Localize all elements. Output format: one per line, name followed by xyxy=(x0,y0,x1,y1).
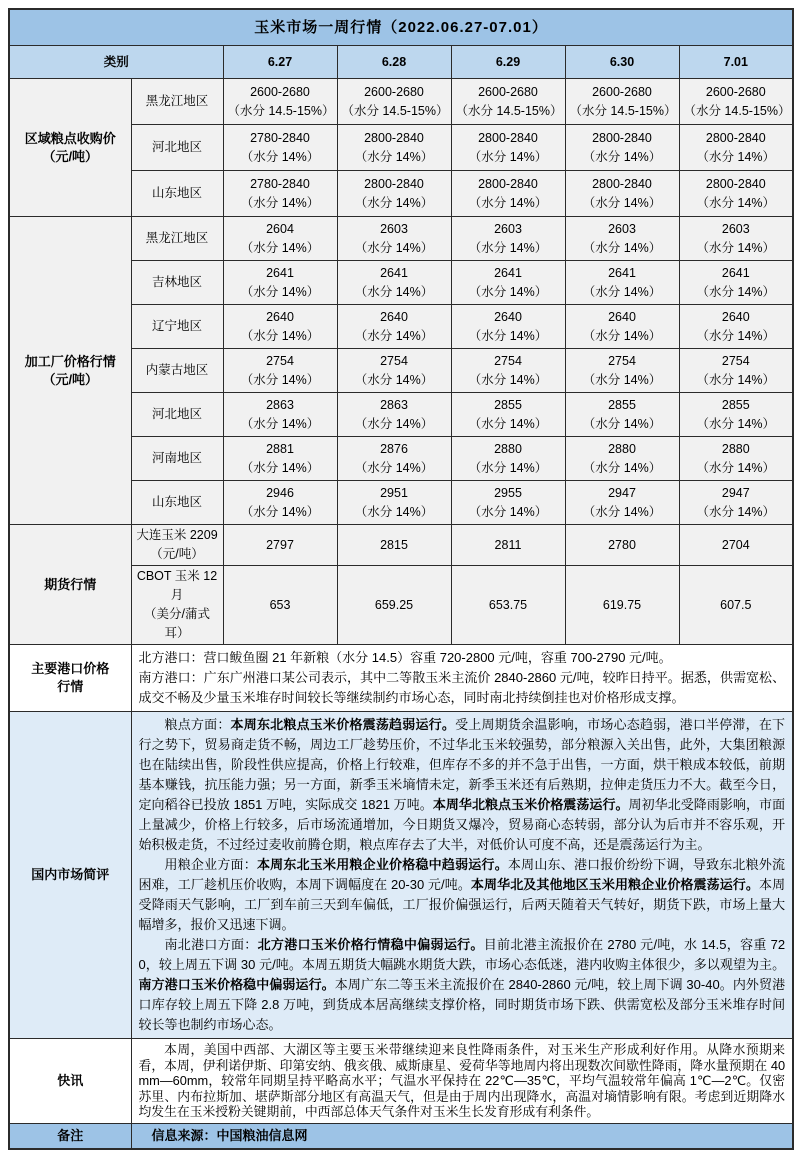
price-cell: 2800-2840 （水分 14%） xyxy=(337,171,451,217)
row-label: 黑龙江地区 xyxy=(131,79,223,125)
commentary-segment: 本周受降雨天气影响，工厂到车前三天到车偏低，工厂报价偏强运行，后两天随着天气转好，期货下跌，市场上量大幅增多，报价又迅速下调。 xyxy=(138,877,786,932)
price-cell: 2603 （水分 14%） xyxy=(565,217,679,261)
price-cell: 2946 （水分 14%） xyxy=(223,481,337,525)
price-cell: 2800-2840 （水分 14%） xyxy=(679,171,793,217)
column-header-category: 类别 xyxy=(9,46,223,79)
price-row xyxy=(9,217,793,261)
price-cell: 2800-2840 （水分 14%） xyxy=(679,125,793,171)
price-cell: 2754 （水分 14%） xyxy=(223,349,337,393)
price-cell: 2754 （水分 14%） xyxy=(451,349,565,393)
commentary-bold-segment: 北方港口玉米价格行情稳中偏弱运行。 xyxy=(257,937,484,952)
commentary-segment: 南北港口方面： xyxy=(164,937,258,952)
column-header-date: 6.28 xyxy=(337,46,451,79)
column-header-date: 7.01 xyxy=(679,46,793,79)
row-label: 内蒙古地区 xyxy=(131,349,223,393)
page-title: 玉米市场一周行情（2022.06.27-07.01） xyxy=(9,9,793,46)
price-cell: 2815 xyxy=(337,525,451,566)
commentary-segment: 受上周期货余温影响，市场心态趋弱，港口半停滞，在下行之势下，贸易商走货不畅，周边工厂趁势压价，不过华北玉米较强势，部分粮源入关出售，此外，大集团粮源也在陆续出售，阶段性供应提高，价格上行较难，但库存不多的并不急于出售，一方面，烘干粮成本较低，前期基本赚钱，抗压能力强；另一方面，新季玉米墒情未定，新季玉米还有后熟期，拉伸走货压力不大。截至今日，定向稻谷已投放 1851 万吨，实际成交 1821 万吨。 xyxy=(138,717,786,812)
news-text xyxy=(131,1039,793,1124)
section-label-remark: 备注 xyxy=(9,1123,131,1149)
price-cell: 2947 （水分 14%） xyxy=(679,481,793,525)
port-price-text xyxy=(131,645,793,712)
price-cell: 2754 （水分 14%） xyxy=(337,349,451,393)
price-cell: 2640 （水分 14%） xyxy=(451,305,565,349)
price-cell: 2754 （水分 14%） xyxy=(679,349,793,393)
price-cell: 2600-2680 （水分 14.5-15%） xyxy=(565,79,679,125)
commentary-segment: 目前北港主流报价在 2780 元/吨，水 14.5，容重 720，较上周五下调 30 元/吨。本周五期货大幅跳水期货大跌，市场心态低迷，港内收购主体很少，多以观望为主。 xyxy=(138,937,786,972)
port-paragraph-north: 北方港口：营口鲅鱼圈 21 年新粮（水分 14.5）容重 720-2800 元/吨，容重 700-2790 元/吨。 xyxy=(138,650,672,665)
price-cell: 653 xyxy=(223,566,337,645)
commentary-segment: 本周广东二等玉米主流报价在 2840-2860 元/吨，较上周下调 30-40。内外贸港口库存较上周五下降 2.8 万吨，到货成本居高继续支撑价格，同时期货市场下跌、供需宽松及部分玉米堆存时间较长等也制约市场心态。 xyxy=(138,977,786,1032)
price-cell: 2603 （水分 14%） xyxy=(451,217,565,261)
remark-source-text: 信息来源：中国粮油信息网 xyxy=(131,1123,793,1149)
commentary-bold-segment: 本周东北粮点玉米价格震荡趋弱运行。 xyxy=(230,717,456,732)
price-cell: 2641 （水分 14%） xyxy=(223,261,337,305)
corn-market-weekly-table xyxy=(8,8,794,1150)
price-cell: 2600-2680 （水分 14.5-15%） xyxy=(223,79,337,125)
commentary-paragraph xyxy=(139,855,786,935)
news-paragraph: 本周，美国中西部、大湖区等主要玉米带继续迎来良性降雨条件，对玉米生产形成利好作用。从降水预期来看，本周，伊利诺伊斯、印第安纳、俄亥俄、威斯康星、爱荷华等地周内将出现数次间歇性降雨，降水量预期在 40mm—60mm，较常年同期呈持平略高水平；气温水平保持在 22℃—35℃，平均气温较常年偏高 1℃—2℃。仅密苏里、内布拉斯加、堪萨斯部分地区有高温天气，但是由于周内出现降水，高温对墒情影响有限。考虑到近期降水均发生在玉米授粉关键期前，中西部总体天气条件对玉米生长发育形成有利条件。 xyxy=(138,1042,786,1119)
row-label: 山东地区 xyxy=(131,171,223,217)
port-paragraph-south: 南方港口：广东广州港口某公司表示，其中二等散玉米主流价 2840-2860 元/吨，较昨日持平。据悉，供需宽松、成交不畅及少量玉米堆存时间较长等继续制约市场心态，同时南北持续倒挂也对价格形成支撑。 xyxy=(138,670,786,705)
price-cell: 2603 （水分 14%） xyxy=(679,217,793,261)
price-cell: 2881 （水分 14%） xyxy=(223,437,337,481)
price-cell: 2880 （水分 14%） xyxy=(679,437,793,481)
remark-row xyxy=(9,1123,793,1149)
price-cell: 2800-2840 （水分 14%） xyxy=(451,171,565,217)
commentary-paragraph xyxy=(139,715,786,855)
section-label-news: 快讯 xyxy=(9,1039,131,1124)
price-cell: 2754 （水分 14%） xyxy=(565,349,679,393)
price-cell: 2640 （水分 14%） xyxy=(223,305,337,349)
row-label: 吉林地区 xyxy=(131,261,223,305)
price-cell: 2641 （水分 14%） xyxy=(565,261,679,305)
price-cell: 2855 （水分 14%） xyxy=(679,393,793,437)
price-cell: 2880 （水分 14%） xyxy=(565,437,679,481)
section-label-line: 主要港口价格 xyxy=(31,661,110,676)
price-cell: 2600-2680 （水分 14.5-15%） xyxy=(679,79,793,125)
domestic-commentary-row xyxy=(9,712,793,1039)
price-cell: 2880 （水分 14%） xyxy=(451,437,565,481)
column-header-date: 6.29 xyxy=(451,46,565,79)
price-cell: 2704 xyxy=(679,525,793,566)
price-cell: 2876 （水分 14%） xyxy=(337,437,451,481)
price-cell: 2780-2840 （水分 14%） xyxy=(223,125,337,171)
price-cell: 2811 xyxy=(451,525,565,566)
price-cell: 2780 xyxy=(565,525,679,566)
section-label-line: 行情 xyxy=(57,679,84,694)
section-label-ports xyxy=(9,645,131,712)
price-cell: 659.25 xyxy=(337,566,451,645)
price-cell: 2855 （水分 14%） xyxy=(451,393,565,437)
row-label: 辽宁地区 xyxy=(131,305,223,349)
row-label: 山东地区 xyxy=(131,481,223,525)
commentary-segment: 本周山东、港口报价纷纷下调，导致东北粮外流困难，工厂趁机压价收购，本周下调幅度在 20-30 元/吨。 xyxy=(138,857,786,892)
price-cell: 2641 （水分 14%） xyxy=(337,261,451,305)
commentary-text xyxy=(131,712,793,1039)
price-cell: 2863 （水分 14%） xyxy=(337,393,451,437)
row-label: 河北地区 xyxy=(131,125,223,171)
section-label: 区域粮点收购价 （元/吨） xyxy=(9,79,131,217)
commentary-segment: 周初华北受降雨影响，市面上量减少，价格上行较多，后市场流通增加，今日期货又爆冷，贸易商心态转弱，部分认为后市并不容乐观，开始积极走货，不过经过麦收前腾仓期，粮点库存去了大半，对低价认可度不高，还是震荡运行为主。 xyxy=(138,797,786,852)
row-label: CBOT 玉米 12 月 （美分/蒲式耳） xyxy=(131,566,223,645)
price-cell: 2955 （水分 14%） xyxy=(451,481,565,525)
price-cell: 607.5 xyxy=(679,566,793,645)
column-header-date: 6.30 xyxy=(565,46,679,79)
commentary-segment: 用粮企业方面： xyxy=(164,857,257,872)
commentary-bold-segment: 本周华北及其他地区玉米用粮企业价格震荡运行。 xyxy=(470,877,759,892)
price-cell: 2800-2840 （水分 14%） xyxy=(565,125,679,171)
price-cell: 2947 （水分 14%） xyxy=(565,481,679,525)
price-cell: 653.75 xyxy=(451,566,565,645)
column-header-date: 6.27 xyxy=(223,46,337,79)
price-cell: 2800-2840 （水分 14%） xyxy=(565,171,679,217)
commentary-segment: 粮点方面： xyxy=(164,717,231,732)
price-cell: 2640 （水分 14%） xyxy=(679,305,793,349)
price-cell: 2780-2840 （水分 14%） xyxy=(223,171,337,217)
price-cell: 619.75 xyxy=(565,566,679,645)
table-header-row xyxy=(9,46,793,79)
price-cell: 2863 （水分 14%） xyxy=(223,393,337,437)
row-label: 黑龙江地区 xyxy=(131,217,223,261)
section-label: 加工厂价格行情 （元/吨） xyxy=(9,217,131,525)
price-cell: 2640 （水分 14%） xyxy=(565,305,679,349)
price-cell: 2600-2680 （水分 14.5-15%） xyxy=(451,79,565,125)
row-label: 大连玉米 2209 （元/吨） xyxy=(131,525,223,566)
commentary-bold-segment: 本周东北玉米用粮企业价格稳中趋弱运行。 xyxy=(256,857,508,872)
price-cell: 2641 （水分 14%） xyxy=(679,261,793,305)
section-label: 期货行情 xyxy=(9,525,131,645)
price-cell: 2797 xyxy=(223,525,337,566)
price-cell: 2855 （水分 14%） xyxy=(565,393,679,437)
row-label: 河南地区 xyxy=(131,437,223,481)
commentary-bold-segment: 南方港口玉米价格稳中偏弱运行。 xyxy=(138,977,335,992)
price-cell: 2600-2680 （水分 14.5-15%） xyxy=(337,79,451,125)
price-row xyxy=(9,79,793,125)
section-label-commentary: 国内市场简评 xyxy=(9,712,131,1039)
news-row xyxy=(9,1039,793,1124)
table-title-row xyxy=(9,9,793,46)
price-cell: 2641 （水分 14%） xyxy=(451,261,565,305)
row-label: 河北地区 xyxy=(131,393,223,437)
port-price-row xyxy=(9,645,793,712)
price-cell: 2640 （水分 14%） xyxy=(337,305,451,349)
commentary-bold-segment: 本周华北粮点玉米价格震荡运行。 xyxy=(432,797,629,812)
price-cell: 2603 （水分 14%） xyxy=(337,217,451,261)
price-cell: 2800-2840 （水分 14%） xyxy=(451,125,565,171)
price-row xyxy=(9,525,793,566)
commentary-paragraph xyxy=(139,935,786,1035)
price-cell: 2800-2840 （水分 14%） xyxy=(337,125,451,171)
price-cell: 2951 （水分 14%） xyxy=(337,481,451,525)
price-cell: 2604 （水分 14%） xyxy=(223,217,337,261)
